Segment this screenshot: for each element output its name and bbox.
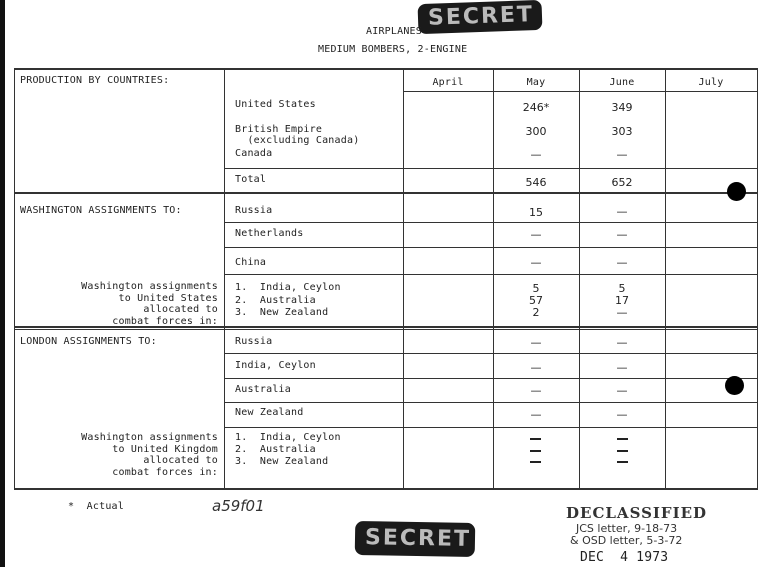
- subsection-label-uk: Washington assignments to United Kingdom allocated to combat forces in:: [81, 432, 218, 478]
- row-label: New Zealand: [235, 407, 304, 418]
- cell-june: 652: [611, 176, 633, 189]
- cell-june: —: [616, 384, 628, 397]
- cell-may: 2: [532, 306, 540, 319]
- punch-hole: [725, 376, 744, 395]
- section-title-london: LONDON ASSIGNMENTS TO:: [20, 336, 157, 347]
- cell-june: —: [616, 256, 628, 269]
- cell-june: —: [616, 228, 628, 241]
- cell-may: —: [530, 256, 542, 269]
- empty-mark: [617, 461, 628, 463]
- sub-item: 2. Australia: [235, 444, 316, 455]
- row-label: Russia: [235, 336, 273, 347]
- cell-may: 57: [529, 294, 543, 307]
- cell-may: —: [530, 384, 542, 397]
- cell-may: 246*: [522, 101, 550, 114]
- section-title-washington: WASHINGTON ASSIGNMENTS TO:: [20, 205, 182, 216]
- row-label: Netherlands: [235, 228, 304, 239]
- cell-june: —: [616, 148, 628, 161]
- sub-item: 2. Australia: [235, 295, 316, 306]
- cell-june: —: [616, 336, 628, 349]
- row-label: United States: [235, 99, 316, 110]
- subsection-label-us: Washington assignments to United States allocated to combat forces in:: [81, 281, 218, 327]
- stamp-text: SECRET: [427, 2, 535, 31]
- footnote-actual: * Actual: [68, 501, 124, 512]
- cell-may: 546: [525, 176, 547, 189]
- column-header-july: July: [698, 77, 724, 88]
- left-scan-edge: [0, 0, 5, 567]
- handwritten-annotation: a59f01: [212, 497, 265, 515]
- cell-june: —: [616, 408, 628, 421]
- section-title-production: PRODUCTION BY COUNTRIES:: [20, 75, 170, 86]
- cell-june: —: [616, 361, 628, 374]
- row-label: British Empire (excluding Canada): [235, 124, 360, 146]
- row-label-total: Total: [235, 174, 267, 185]
- document-category: AIRPLANES: [366, 26, 422, 37]
- cell-may: 15: [529, 206, 543, 219]
- declassified-authority-1: JCS letter, 9-18-73: [576, 522, 678, 535]
- cell-may: 300: [525, 125, 547, 138]
- empty-mark: [530, 438, 541, 440]
- secret-stamp-bottom: [355, 521, 476, 557]
- declassified-title: DECLASSIFIED: [566, 504, 708, 522]
- cell-june: 17: [615, 294, 629, 307]
- empty-mark: [617, 450, 628, 452]
- column-header-june: June: [609, 77, 635, 88]
- cell-may: —: [530, 228, 542, 241]
- row-label: China: [235, 257, 267, 268]
- sub-item: 3. New Zealand: [235, 307, 329, 318]
- row-label: Russia: [235, 205, 273, 216]
- cell-may: —: [530, 361, 542, 374]
- cell-may: —: [530, 336, 542, 349]
- cell-june: 5: [618, 282, 626, 295]
- cell-june: —: [616, 306, 628, 319]
- declassified-date: DEC 4 1973: [580, 550, 669, 565]
- cell-june: —: [616, 205, 628, 218]
- cell-may: —: [530, 408, 542, 421]
- row-label: Canada: [235, 148, 273, 159]
- empty-mark: [530, 450, 541, 452]
- sub-item: 1. India, Ceylon: [235, 432, 341, 443]
- punch-hole: [727, 182, 746, 201]
- cell-may: 5: [532, 282, 540, 295]
- sub-item: 1. India, Ceylon: [235, 282, 341, 293]
- cell-may: —: [530, 148, 542, 161]
- cell-june: 303: [611, 125, 633, 138]
- column-header-may: May: [526, 77, 546, 88]
- empty-mark: [617, 438, 628, 440]
- row-label: Australia: [235, 384, 291, 395]
- sub-item: 3. New Zealand: [235, 456, 329, 467]
- row-label: India, Ceylon: [235, 360, 316, 371]
- declassified-authority-2: & OSD letter, 5-3-72: [570, 534, 683, 547]
- cell-june: 349: [611, 101, 633, 114]
- stamp-text: SECRET: [364, 525, 472, 552]
- document-subtitle: MEDIUM BOMBERS, 2-ENGINE: [318, 44, 468, 55]
- secret-stamp-top: [418, 0, 543, 34]
- empty-mark: [530, 461, 541, 463]
- column-header-april: April: [432, 77, 464, 88]
